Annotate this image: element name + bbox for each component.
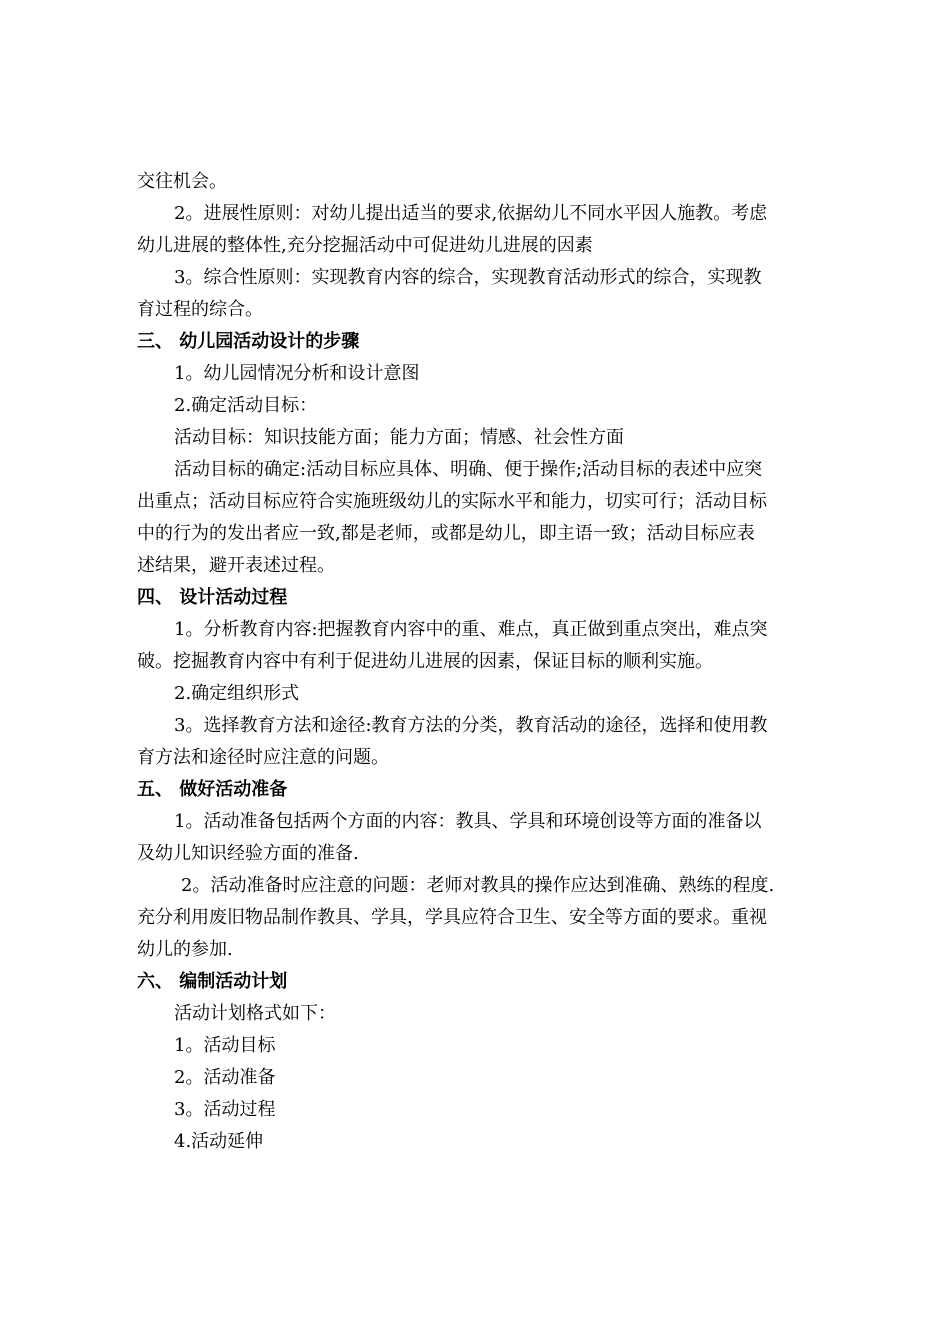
section-heading: 六、 编制活动计划: [137, 971, 288, 992]
text-line: 2。活动准备: [174, 1067, 276, 1088]
text-line: 出重点；活动目标应符合实施班级幼儿的实际水平和能力，切实可行；活动目标: [137, 491, 767, 512]
text-line: 3。活动过程: [174, 1099, 276, 1120]
text-line: 1。分析教育内容:把握教育内容中的重、难点，真正做到重点突出，难点突: [174, 619, 768, 640]
text-line: 交往机会。: [137, 171, 227, 192]
text-line: 中的行为的发出者应一致,都是老师，或都是幼儿，即主语一致；活动目标应表: [137, 523, 755, 544]
text-line: 述结果，避开表述过程。: [137, 555, 335, 576]
section-heading: 五、 做好活动准备: [137, 779, 288, 800]
text-line: 活动计划格式如下：: [174, 1003, 336, 1024]
text-line: 及幼儿知识经验方面的准备.: [137, 843, 359, 864]
text-line: 幼儿的参加.: [137, 939, 233, 960]
text-line: 1。幼儿园情况分析和设计意图: [174, 363, 420, 384]
text-line: 2。活动准备时应注意的问题：老师对教具的操作应达到准确、熟练的程度.: [181, 875, 775, 896]
text-line: 幼儿进展的整体性,充分挖掘活动中可促进幼儿进展的因素: [137, 235, 593, 256]
text-line: 2。进展性原则：对幼儿提出适当的要求,依据幼儿不同水平因人施教。考虑: [174, 203, 768, 224]
text-line: 育过程的综合。: [137, 299, 263, 320]
text-line: 1。活动目标: [174, 1035, 276, 1056]
text-line: 3。综合性原则：实现教育内容的综合，实现教育活动形式的综合，实现教: [174, 267, 762, 288]
text-line: 3。选择教育方法和途径:教育方法的分类，教育活动的途径，选择和使用教: [174, 715, 768, 736]
section-heading: 四、 设计活动过程: [137, 587, 288, 608]
text-line: 育方法和途径时应注意的问题。: [137, 747, 389, 768]
text-line: 2.确定组织形式: [174, 683, 300, 704]
text-line: 破。挖掘教育内容中有利于促进幼儿进展的因素，保证目标的顺利实施。: [137, 651, 713, 672]
text-line: 充分利用废旧物品制作教具、学具，学具应符合卫生、安全等方面的要求。重视: [137, 907, 767, 928]
section-heading: 三、 幼儿园活动设计的步骤: [137, 331, 360, 352]
text-line: 2.确定活动目标：: [174, 395, 318, 416]
text-line: 活动目标的确定:活动目标应具体、明确、便于操作;活动目标的表述中应突: [174, 459, 763, 480]
text-line: 活动目标：知识技能方面；能力方面；情感、社会性方面: [174, 427, 624, 448]
text-line: 4.活动延伸: [174, 1131, 264, 1152]
document-body: [137, 166, 819, 1158]
text-line: 1。活动准备包括两个方面的内容：教具、学具和环境创设等方面的准备以: [174, 811, 762, 832]
